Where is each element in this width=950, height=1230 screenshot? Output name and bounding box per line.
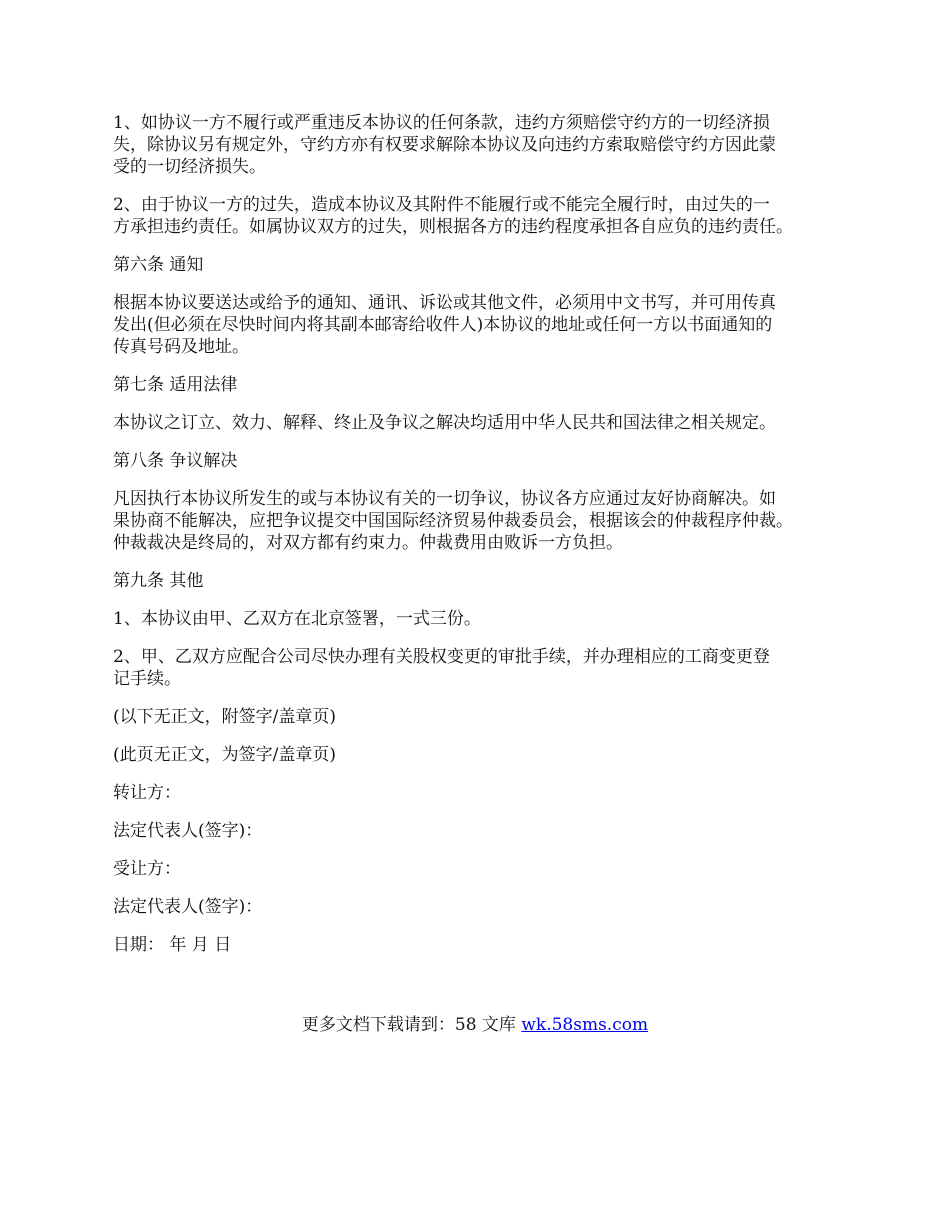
text-line: 1、如协议一方不履行或严重违反本协议的任何条款，违约方须赔偿守约方的一切经济损 [113,113,770,133]
other-item-1 [113,608,853,630]
footer-prefix: 更多文档下载请到：58 文库 [301,1015,522,1035]
clause-paragraph [113,194,853,238]
heading-text: 第六条 通知 [113,255,204,275]
no-text-note [113,706,853,728]
transferee-label [113,858,853,880]
text-line: 根据本协议要送达或给予的通知、通讯、诉讼或其他文件，必须用中文书写，并可用传真 [113,293,776,313]
text-line: 转让方： [113,783,181,803]
heading-text: 第九条 其他 [113,571,204,591]
text-line: (此页无正文，为签字/盖章页) [113,745,336,765]
clause-paragraph [113,112,853,178]
dispute-paragraph [113,488,853,554]
article-9-heading [113,570,853,592]
text-line: 本协议之订立、效力、解释、终止及争议之解决均适用中华人民共和国法律之相关规定。 [113,413,776,433]
footer-link[interactable]: wk.58sms.com [521,1015,649,1035]
text-line: 2、甲、乙双方应配合公司尽快办理有关股权变更的审批手续，并办理相应的工商变更登 [113,647,770,667]
transferor-representative-label [113,820,853,842]
other-item-2 [113,646,853,690]
article-6-heading [113,254,853,276]
text-line: 记手续。 [113,669,181,689]
governing-law-paragraph [113,412,853,434]
text-line: 1、本协议由甲、乙双方在北京签署，一式三份。 [113,609,481,629]
heading-text: 第七条 适用法律 [113,375,238,395]
transferee-representative-label [113,896,853,918]
text-line: 凡因执行本协议所发生的或与本协议有关的一切争议，协议各方应通过友好协商解决。如 [113,489,776,509]
text-line: 方承担违约责任。如属协议双方的过失，则根据各方的违约程度承担各自应负的违约责任。 [113,217,793,237]
notice-paragraph [113,292,853,358]
document-body [113,112,853,972]
text-line: 发出(但必须在尽快时间内将其副本邮寄给收件人)本协议的地址或任何一方以书面通知的 [113,315,773,335]
date-label [113,934,853,956]
text-line: 2、由于协议一方的过失，造成本协议及其附件不能履行或不能完全履行时，由过失的一 [113,195,770,215]
heading-text: 第八条 争议解决 [113,451,238,471]
signature-page-note [113,744,853,766]
text-line: 果协商不能解决，应把争议提交中国国际经济贸易仲裁委员会，根据该会的仲裁程序仲裁。 [113,511,793,531]
article-7-heading [113,374,853,396]
article-8-heading [113,450,853,472]
text-line: 法定代表人(签字)： [113,821,263,841]
text-line: 日期： 年 月 日 [113,935,232,955]
text-line: 失，除协议另有规定外，守约方亦有权要求解除本协议及向违约方索取赔偿守约方因此蒙 [113,135,776,155]
text-line: 传真号码及地址。 [113,337,249,357]
text-line: 受的一切经济损失。 [113,157,266,177]
download-footer [0,1014,950,1036]
text-line: 仲裁裁决是终局的，对双方都有约束力。仲裁费用由败诉一方负担。 [113,533,623,553]
text-line: 法定代表人(签字)： [113,897,263,917]
text-line: (以下无正文，附签字/盖章页) [113,707,336,727]
transferor-label [113,782,853,804]
text-line: 受让方： [113,859,181,879]
